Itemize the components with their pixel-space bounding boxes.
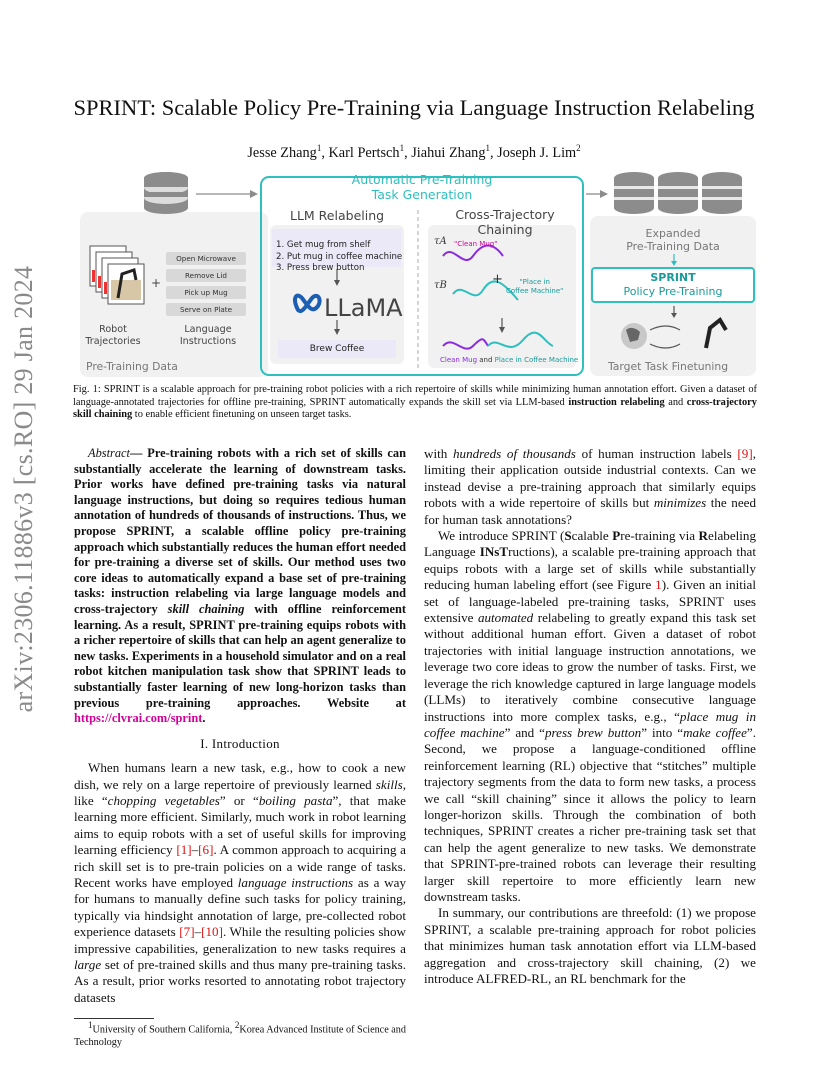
- llm-relabeling-title: LLM Relabeling: [290, 208, 385, 223]
- sprint-label-line: SPRINT: [650, 271, 696, 284]
- citation-link[interactable]: [6]: [198, 842, 214, 858]
- author-name: Karl Pertsch: [328, 144, 400, 161]
- intro-paragraph: When humans learn a new task, e.g., how to cook a new dish, we rely on a large repertoire of previously learned skills, like “chopping vegetables” or “boiling pasta”, that make learning more efficient. Similarly, much work in robot learning aims to equip robots with a set of useful skills for improving learning efficiency [1]–[6]. A common approach to acquiring a rich skill set is to pre-train policies on a wide range of tasks. Recent works have employed language instructions as a way for humans to manually define such tasks for policy training, typically via hindsight annotation of large, pre-collected robot experience datasets [7]–[10]. While the resulting policies show impressive capabilities, generalization to new tasks requires a large set of pre-trained skills and thus many pre-training tasks. As a result, prior works resorted to annotating robot trajectory datasets: [74, 760, 406, 1005]
- affiliation-mark: 1: [399, 143, 405, 153]
- author-list: Jesse Zhang$^1$, Karl Pertsch$^1$, Jiahui Zhang$^1$, Joseph J. Lim$^2$: [247, 143, 581, 161]
- overview-figure: [78, 170, 758, 380]
- abstract: [74, 446, 406, 727]
- arrow-head: [250, 190, 258, 198]
- website-link[interactable]: https://clvrai.com/sprint: [74, 711, 203, 726]
- chaining-panel: [428, 225, 576, 368]
- place-label-line: Coffee Machine": [506, 287, 564, 295]
- expanded-database-icons: [614, 172, 742, 214]
- chain-label-b: Place in Coffee Machine: [494, 356, 579, 364]
- caption-text: and: [664, 396, 687, 408]
- abstract-text: Pre-training robots with a rich set of skills can substantially accelerate the learning of downstream tasks. Prior works have defined pre-training tasks via natural language instructions, but doing so requires tedious human annotation of hundreds of thousands of instructions. Thus, we propose SPRINT, a scalable offline policy pre-training approach which substantially reduces the human effort needed for pre-training a diverse set of skills. Our method uses two core ideas to automatically expand a base set of pre-training tasks: instruction relabeling via large language models and cross-trajectory: [74, 446, 406, 616]
- instruction-list: [276, 240, 402, 275]
- target-finetuning-label: Target Task Finetuning: [608, 360, 729, 373]
- brew-coffee-label: Brew Coffee: [309, 344, 365, 354]
- affiliation-mark: 2: [576, 143, 581, 153]
- citation-link[interactable]: [7]: [179, 924, 195, 940]
- figure-link[interactable]: 1: [655, 577, 662, 593]
- citation-link[interactable]: [1]: [176, 842, 192, 858]
- abstract-text: .: [202, 711, 206, 726]
- skill-label: Serve on Plate: [179, 305, 233, 314]
- cross-trajectory-title: [438, 207, 572, 237]
- lang-label-line: Instructions: [179, 335, 237, 347]
- sprint-label: [592, 271, 754, 299]
- place-label: [506, 278, 563, 296]
- right-paragraph: with hundreds of thousands of human instruction labels [9], limiting their application outside industrial contexts. Can we instead devise a pre-training approach that similarly equips robots with a wide repertoire of skills but minimizes the need for human task annotations?: [424, 446, 757, 527]
- abstract-italic: skill chaining: [167, 601, 245, 616]
- cross-title-line: Chaining: [477, 222, 533, 237]
- chain-label-a: Clean Mug: [440, 356, 478, 364]
- affiliation-mark: 1: [485, 143, 490, 153]
- llama-wordmark: LLaMA: [324, 294, 403, 322]
- tau-a-label: τA: [434, 236, 447, 247]
- language-instructions-label: [170, 324, 246, 347]
- skill-label: Open Microwave: [176, 254, 236, 263]
- skill-label: Pick up Mug: [184, 288, 228, 297]
- citation-link[interactable]: [9]: [737, 446, 753, 461]
- author-name: Jiahui Zhang: [411, 144, 486, 161]
- database-icon: [144, 172, 188, 214]
- expanded-label-line: Expanded: [645, 227, 701, 240]
- clean-mug-label: "Clean Mug": [454, 240, 498, 248]
- right-paragraph: In summary, our contributions are threefold: (1) we propose SPRINT, a scalable pre-training approach for robot policies that minimizes human task annotation effort via LLM-based aggregation and cross-trajectory skill chaining, (2) we introduce ALFRED-RL, an RL benchmark for the: [424, 905, 756, 986]
- abstract-text: with offline reinforcement learning. As a result, SPRINT pre-training equips robots with a richer repertoire of skills that can help an agent generalize to new tasks. Experiments in a household simulator and on a real robot kitchen manipulation task show that SPRINT leads to substantially faster learning of new long-horizon tasks than previous pre-training approaches. Website at: [74, 601, 406, 710]
- robot-label-line: Trajectories: [85, 335, 141, 347]
- caption-text: to enable efficient finetuning on unseen target tasks.: [132, 409, 352, 421]
- citation-link[interactable]: [10]: [201, 924, 223, 940]
- robot-label-line: Robot: [99, 324, 127, 335]
- author-name: Joseph J. Lim: [497, 144, 577, 161]
- auto-title: [324, 172, 520, 202]
- section-heading: I. Introduction: [200, 735, 280, 751]
- chain-label-and: and: [477, 356, 495, 364]
- cross-title-line: Cross-Trajectory: [455, 207, 555, 222]
- place-label-line: "Place in: [519, 278, 550, 286]
- right-paragraph: We introduce SPRINT (Scalable Pre-training via Relabeling Language INsTructions), a scalable pre-training approach that equips robots with a large set of skills while substantially reducing human labeling effort (see Figure 1). Given an initial set of language-labeled pre-training tasks, SPRINT uses extensive automated relabeling to greatly expand this task set without additional human effort. Given a dataset of robot trajectories with initial language instruction annotations, we leverage two core ideas to grow the number of tasks. First, we leverage the rich knowledge captured in large language models (LLMs) to iteratively combine consecutive language instructions into more complex tasks, e.g., “place mug in coffee machine” and “press brew button” into “make coffee”. Second, we propose a language-conditioned offline reinforcement learning (RL) objective that “stitches” multiple trajectory segments from the data to form new tasks, a process we call “skill chaining” since it allows the policy to learn longer-horizon skills. Through the combination of both techniques, SPRINT creates a richer pre-training task set that can help the agent generalize to new tasks. We demonstrate that SPRINT-pre-trained robots can leverage their resulting larger skill repertoire to more efficiently learn new downstream tasks.: [424, 528, 757, 904]
- right-column: [424, 446, 756, 987]
- auto-title-line: Task Generation: [371, 187, 473, 202]
- plus-sign: +: [151, 276, 162, 290]
- left-column: [74, 446, 406, 1050]
- skill-label: Remove Lid: [184, 271, 227, 280]
- instruction-step: 3. Press brew button: [276, 263, 365, 273]
- tau-b-label: τB: [434, 280, 447, 291]
- abstract-lead: Abstract: [88, 446, 130, 460]
- expanded-label: [590, 227, 756, 253]
- instruction-step: 1. Get mug from shelf: [276, 240, 371, 250]
- footnote: $^1$University of Southern California, $^2$Korea Advanced Institute of Science and Technology: [74, 1020, 406, 1049]
- author-name: Jesse Zhang: [247, 144, 317, 161]
- arxiv-identifier: arXiv:2306.11886v3 [cs.RO] 29 Jan 2024: [9, 265, 38, 713]
- caption-bold: cross-trajectory skill chaining: [73, 396, 757, 421]
- caption-bold: instruction relabeling: [568, 396, 665, 408]
- sprint-label-line: Policy Pre-Training: [623, 285, 723, 298]
- caption-text: Fig. 1: SPRINT is a scalable approach for pre-training robot policies with a rich repertoire of skills while minimizing human annotation effort. Given a dataset of language-annotated trajectories for offline pre-training, SPRINT automatically expands the skill set via LLM-based: [73, 384, 757, 408]
- instruction-step: 2. Put mug in coffee machine: [276, 251, 403, 262]
- figure-caption: [73, 384, 757, 422]
- lang-label-line: Language: [184, 324, 232, 335]
- abstract-dash: —: [130, 446, 148, 460]
- affiliation-mark: 1: [316, 143, 322, 153]
- chain-result-label: [440, 356, 578, 364]
- expanded-label-line: Pre-Training Data: [626, 240, 720, 253]
- plus-sign: +: [492, 272, 503, 287]
- paper-title: SPRINT: Scalable Policy Pre-Training via Language Instruction Relabeling: [73, 95, 755, 120]
- robot-trajectories-label: [80, 324, 146, 347]
- auto-title-line: Automatic Pre-Training: [351, 172, 493, 187]
- pretraining-data-label: Pre-Training Data: [86, 360, 178, 373]
